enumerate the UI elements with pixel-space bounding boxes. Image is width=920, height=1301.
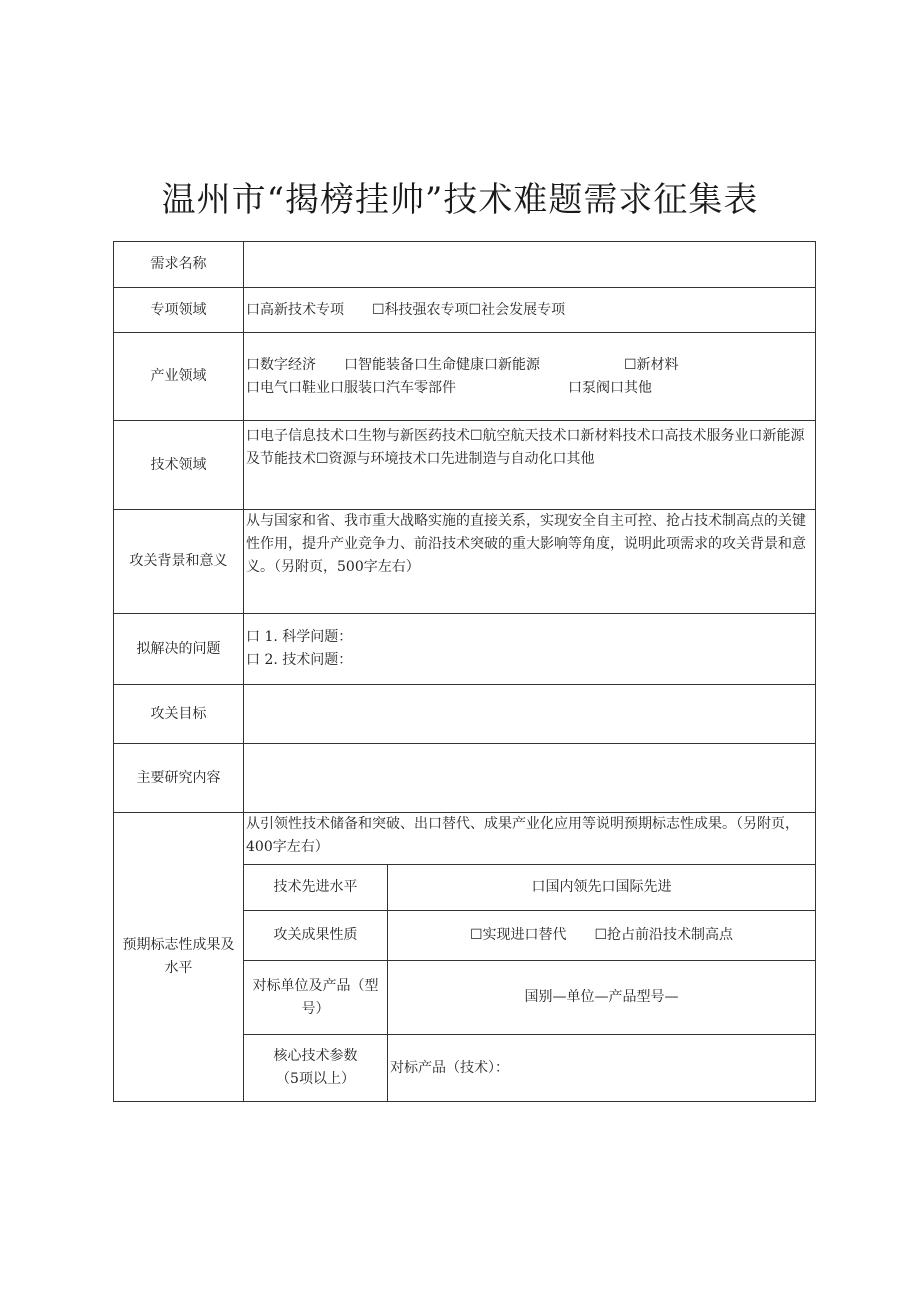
row-demand-name bbox=[114, 242, 816, 288]
row-problems bbox=[114, 614, 816, 685]
goal-label: 攻关目标 bbox=[114, 685, 244, 744]
special-field-options[interactable]: 口高新技术专项 ☐科技强农专项☐社会发展专项 bbox=[244, 288, 816, 333]
core-params-label-line-1: 核心技术参数 bbox=[273, 1048, 358, 1064]
core-params-label-line-2: （5项以上） bbox=[276, 1071, 355, 1087]
benchmark-value[interactable]: 国别—单位—产品型号— bbox=[388, 961, 816, 1035]
problems-options[interactable] bbox=[244, 614, 816, 685]
industry-field-label: 产业领域 bbox=[114, 333, 244, 421]
research-field[interactable] bbox=[244, 744, 816, 813]
row-background bbox=[114, 510, 816, 614]
result-nature-options[interactable]: ☐实现进口替代 ☐抢占前沿技术制高点 bbox=[388, 911, 816, 961]
industry-options-line-2: 口电气口鞋业口服装口汽车零部件 口泵阀口其他 bbox=[246, 379, 652, 396]
demand-name-field[interactable] bbox=[244, 242, 816, 288]
technical-problem-option: 口 2. 技术问题： bbox=[246, 652, 353, 668]
tech-field-options[interactable]: 口电子信息技术口生物与新医药技术☐航空航天技术口新材料技术口高技术服务业口新能源及节能技术☐资源与环境技术口先进制造与自动化口其他 bbox=[244, 421, 816, 510]
core-params-value[interactable]: 对标产品（技术）： bbox=[388, 1035, 816, 1102]
row-tech-field bbox=[114, 421, 816, 510]
requirement-form-table bbox=[113, 241, 816, 1102]
demand-name-label: 需求名称 bbox=[114, 242, 244, 288]
page-title: 温州市“揭榜挂帅”技术难题需求征集表 bbox=[161, 180, 759, 220]
row-results-intro bbox=[114, 813, 816, 865]
problems-label: 拟解决的问题 bbox=[114, 614, 244, 685]
row-industry-field bbox=[114, 333, 816, 421]
benchmark-label: 对标单位及产品（型号） bbox=[244, 961, 388, 1035]
row-research bbox=[114, 744, 816, 813]
industry-options-line-1: 口数字经济 口智能装备口生命健康口新能源 ☐新材料 bbox=[246, 356, 679, 373]
tech-level-label: 技术先进水平 bbox=[244, 865, 388, 911]
tech-level-options[interactable]: 口国内领先口国际先进 bbox=[388, 865, 816, 911]
results-intro-text[interactable]: 从引领性技术储备和突破、出口替代、成果产业化应用等说明预期标志性成果。（另附页，400字左右） bbox=[244, 813, 816, 865]
result-nature-label: 攻关成果性质 bbox=[244, 911, 388, 961]
background-text[interactable]: 从与国家和省、我市重大战略实施的直接关系，实现安全自主可控、抢占技术制高点的关键性作用，提升产业竞争力、前沿技术突破的重大影响等角度，说明此项需求的攻关背景和意义。（另附页，500字左右） bbox=[244, 510, 816, 614]
tech-field-label: 技术领域 bbox=[114, 421, 244, 510]
background-label: 攻关背景和意义 bbox=[114, 510, 244, 614]
row-goal bbox=[114, 685, 816, 744]
science-problem-option: 口 1. 科学问题： bbox=[246, 629, 353, 645]
results-label: 预期标志性成果及水平 bbox=[114, 813, 244, 1102]
research-label: 主要研究内容 bbox=[114, 744, 244, 813]
special-field-label: 专项领域 bbox=[114, 288, 244, 333]
goal-field[interactable] bbox=[244, 685, 816, 744]
core-params-label bbox=[244, 1035, 388, 1102]
row-special-field bbox=[114, 288, 816, 333]
industry-field-options[interactable] bbox=[244, 333, 816, 421]
